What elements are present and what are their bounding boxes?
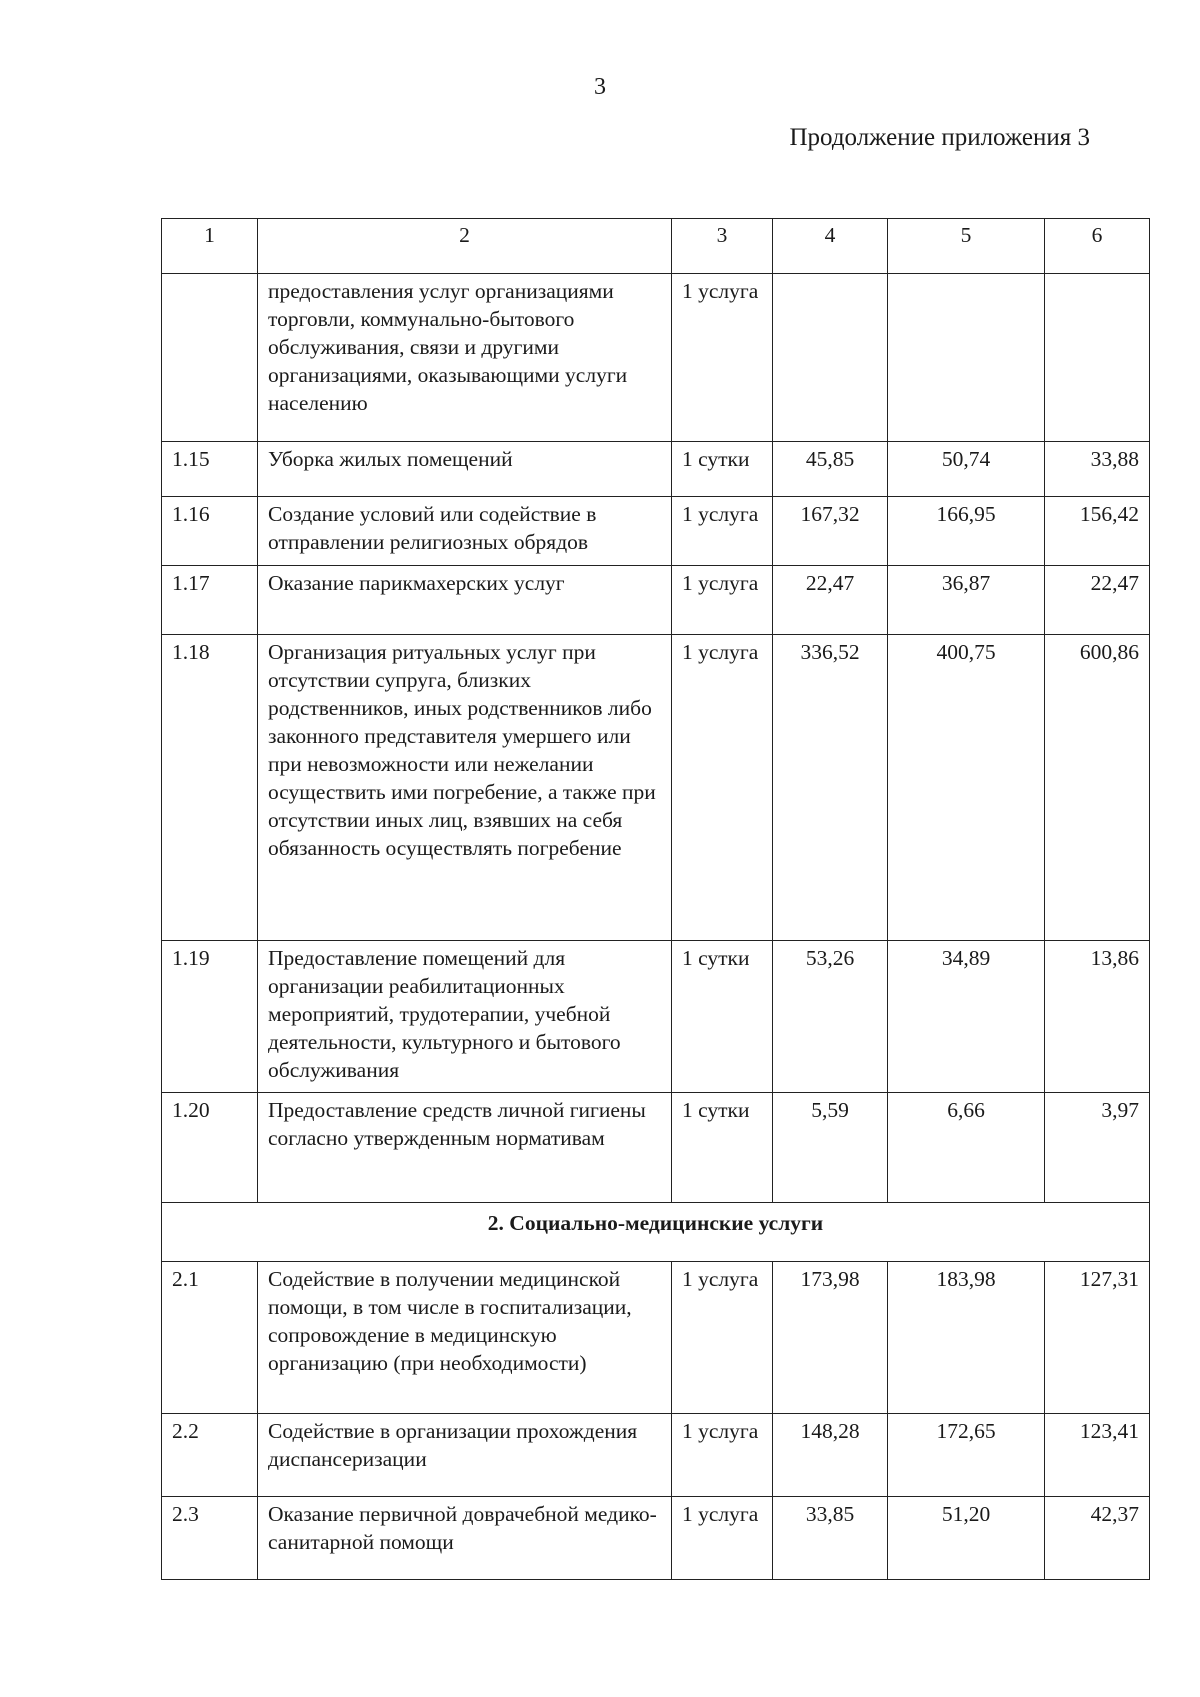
unit: 1 услуга [672, 635, 773, 941]
continuation-title: Продолжение приложения 3 [789, 124, 1090, 151]
service-name: Предоставление средств личной гигиены согласно утвержденным нормативам [258, 1093, 672, 1203]
header-cell: 6 [1045, 219, 1150, 274]
row-number: 1.16 [162, 497, 258, 566]
table-row [162, 274, 1150, 442]
value-col4: 148,28 [773, 1414, 888, 1497]
header-cell: 5 [888, 219, 1045, 274]
value-col5: 172,65 [888, 1414, 1045, 1497]
unit: 1 услуга [672, 274, 773, 442]
value-col4: 336,52 [773, 635, 888, 941]
service-name: Предоставление помещений для организации реабилитационных мероприятий, трудотерапии, учебной деятельности, культурного и бытового обслуживания [258, 941, 672, 1093]
section-title: 2. Социально-медицинские услуги [162, 1203, 1150, 1262]
service-name: предоставления услуг организациями торговли, коммунально-бытового обслуживания, связи и другими организациями, оказывающими услуги населению [258, 274, 672, 442]
value-col6: 3,97 [1045, 1093, 1150, 1203]
value-col5: 183,98 [888, 1262, 1045, 1414]
service-name: Содействие в организации прохождения диспансеризации [258, 1414, 672, 1497]
unit: 1 услуга [672, 1497, 773, 1580]
service-name: Создание условий или содействие в отправлении религиозных обрядов [258, 497, 672, 566]
unit: 1 сутки [672, 1093, 773, 1203]
unit: 1 услуга [672, 497, 773, 566]
row-number: 2.3 [162, 1497, 258, 1580]
value-col6 [1045, 274, 1150, 442]
value-col5: 36,87 [888, 566, 1045, 635]
table-row [162, 1414, 1150, 1497]
row-number: 1.20 [162, 1093, 258, 1203]
value-col5 [888, 274, 1045, 442]
unit: 1 сутки [672, 442, 773, 497]
value-col6: 127,31 [1045, 1262, 1150, 1414]
value-col4 [773, 274, 888, 442]
row-number: 1.17 [162, 566, 258, 635]
service-name: Уборка жилых помещений [258, 442, 672, 497]
service-name: Оказание парикмахерских услуг [258, 566, 672, 635]
table-row [162, 566, 1150, 635]
unit: 1 сутки [672, 941, 773, 1093]
header-cell: 2 [258, 219, 672, 274]
service-name: Организация ритуальных услуг при отсутствии супруга, близких родственников, иных родственников либо законного представителя умершего или при невозможности или нежелании осуществить ими погребение, а также при отсутствии иных лиц, взявших на себя обязанность осуществлять погребение [258, 635, 672, 941]
value-col4: 5,59 [773, 1093, 888, 1203]
value-col4: 173,98 [773, 1262, 888, 1414]
value-col6: 123,41 [1045, 1414, 1150, 1497]
section-row [162, 1203, 1150, 1262]
services-table [161, 218, 1150, 1580]
page-number: 3 [594, 74, 606, 100]
value-col5: 400,75 [888, 635, 1045, 941]
value-col6: 42,37 [1045, 1497, 1150, 1580]
table-row [162, 1497, 1150, 1580]
value-col6: 13,86 [1045, 941, 1150, 1093]
value-col6: 156,42 [1045, 497, 1150, 566]
table-row [162, 442, 1150, 497]
header-cell: 3 [672, 219, 773, 274]
row-number: 1.19 [162, 941, 258, 1093]
table-row [162, 1093, 1150, 1203]
table-header-row [162, 219, 1150, 274]
table-row [162, 1262, 1150, 1414]
value-col4: 22,47 [773, 566, 888, 635]
header-cell: 1 [162, 219, 258, 274]
value-col4: 45,85 [773, 442, 888, 497]
value-col4: 33,85 [773, 1497, 888, 1580]
value-col4: 167,32 [773, 497, 888, 566]
service-name: Содействие в получении медицинской помощи, в том числе в госпитализации, сопровождение в медицинскую организацию (при необходимости) [258, 1262, 672, 1414]
row-number: 2.1 [162, 1262, 258, 1414]
table-row [162, 941, 1150, 1093]
value-col6: 22,47 [1045, 566, 1150, 635]
row-number: 2.2 [162, 1414, 258, 1497]
value-col5: 6,66 [888, 1093, 1045, 1203]
row-number [162, 274, 258, 442]
value-col5: 50,74 [888, 442, 1045, 497]
unit: 1 услуга [672, 1414, 773, 1497]
value-col6: 600,86 [1045, 635, 1150, 941]
row-number: 1.15 [162, 442, 258, 497]
value-col5: 51,20 [888, 1497, 1045, 1580]
value-col6: 33,88 [1045, 442, 1150, 497]
table-row [162, 497, 1150, 566]
row-number: 1.18 [162, 635, 258, 941]
service-name: Оказание первичной доврачебной медико-санитарной помощи [258, 1497, 672, 1580]
unit: 1 услуга [672, 1262, 773, 1414]
unit: 1 услуга [672, 566, 773, 635]
value-col5: 166,95 [888, 497, 1045, 566]
header-cell: 4 [773, 219, 888, 274]
value-col4: 53,26 [773, 941, 888, 1093]
value-col5: 34,89 [888, 941, 1045, 1093]
table-row [162, 635, 1150, 941]
